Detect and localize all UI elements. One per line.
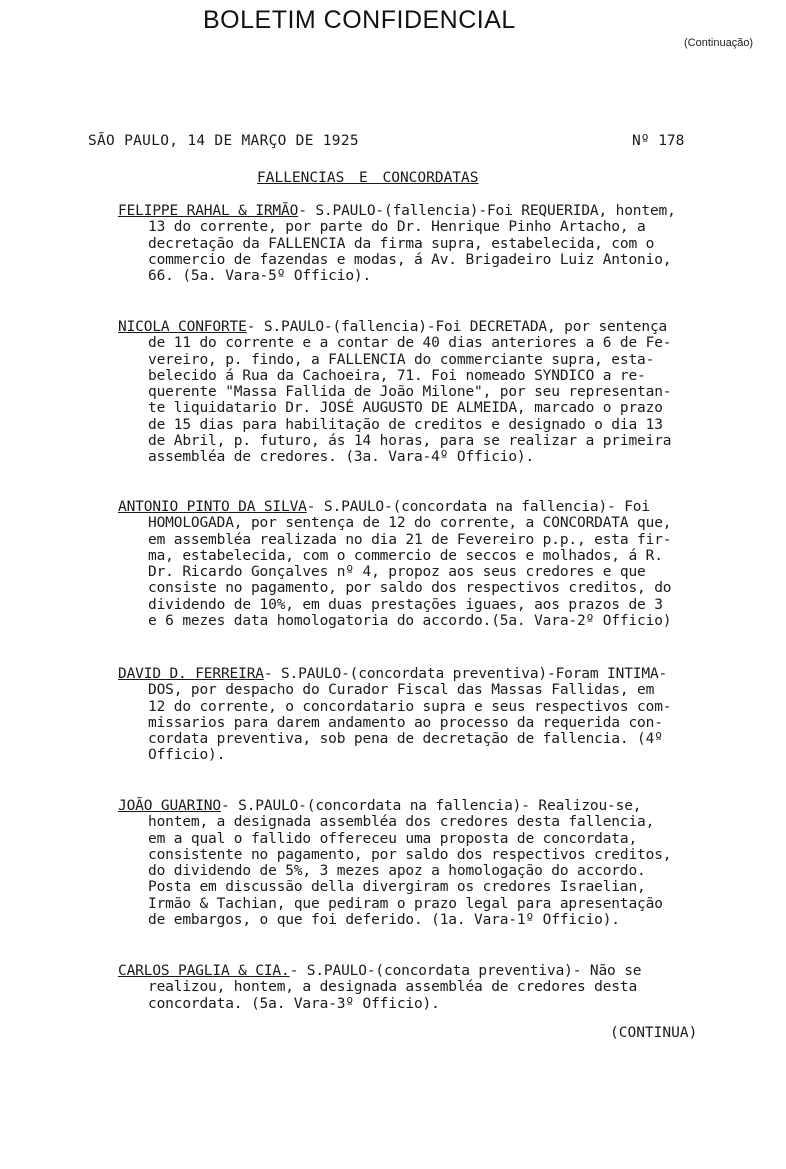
entry-line: belecido á Rua da Cachoeira, 71. Foi nomeado SYNDICO a re- xyxy=(148,367,646,384)
entry-line: Irmão & Tachian, que pediram o prazo legal para apresentação xyxy=(148,895,663,912)
entry-joao-guarino xyxy=(118,798,778,928)
entry-carlos-paglia xyxy=(118,963,778,1012)
entry-line: em assembléa realizada no dia 21 de Fevereiro p.p., esta fir- xyxy=(148,531,672,548)
continuation-note: (Continuação) xyxy=(684,37,754,49)
entry-nicola-conforte xyxy=(118,319,778,466)
entry-name: CARLOS PAGLIA & CIA. xyxy=(118,963,290,979)
entry-line: de 11 do corrente e a contar de 40 dias anteriores a 6 de Fe- xyxy=(148,335,672,352)
entry-first-line: CARLOS PAGLIA & CIA.- S.PAULO-(concordata preventiva)- Não se xyxy=(118,963,642,979)
entry-line: querente "Massa Fallida de João Milone", por seu representan- xyxy=(148,384,672,401)
entry-first-line: JOÃO GUARINO- S.PAULO-(concordata na fallencia)- Realizou-se, xyxy=(118,798,642,814)
entry-line: assembléa de credores. (3a. Vara-4º Officio). xyxy=(148,449,535,466)
entry-line: Dr. Ricardo Gonçalves nº 4, propoz aos seus credores e que xyxy=(148,564,646,581)
entry-line: 12 do corrente, o concordatario supra e seus respectivos com- xyxy=(148,698,672,715)
entry-felippe-rahal xyxy=(118,203,778,284)
entry-name: JOÃO GUARINO xyxy=(118,798,221,814)
entry-name: ANTONIO PINTO DA SILVA xyxy=(118,499,307,515)
entry-line: cordata preventiva, sob pena de decretação de fallencia. (4º xyxy=(148,731,663,748)
entry-name: NICOLA CONFORTE xyxy=(118,319,247,335)
continua-note: (CONTINUA) xyxy=(610,1025,698,1041)
entry-line: concordata. (5a. Vara-3º Officio). xyxy=(148,995,440,1012)
entry-line: realizou, hontem, a designada assembléa de credores desta xyxy=(148,979,638,996)
issue-number: Nº 178 xyxy=(632,133,685,149)
entry-line: dividendo de 10%, em duas prestações iguaes, aos prazos de 3 xyxy=(148,596,663,613)
entry-line: hontem, a designada assembléa dos credores desta fallencia, xyxy=(148,814,655,831)
entry-line: HOMOLOGADA, por sentença de 12 do corrente, a CONCORDATA que, xyxy=(148,515,672,532)
entry-first-line: DAVID D. FERREIRA- S.PAULO-(concordata preventiva)-Foram INTIMA- xyxy=(118,666,668,682)
entry-first-line: FELIPPE RAHAL & IRMÃO- S.PAULO-(fallencia)-Foi REQUERIDA, hontem, xyxy=(118,203,676,219)
entry-line: consiste no pagamento, por saldo dos respectivos creditos, do xyxy=(148,580,672,597)
entry-first-line: NICOLA CONFORTE- S.PAULO-(fallencia)-Foi DECRETADA, por sentença xyxy=(118,319,668,335)
entry-david-ferreira xyxy=(118,666,778,764)
section-title: FALLENCIAS E CONCORDATAS xyxy=(257,170,479,186)
entry-first-line: ANTONIO PINTO DA SILVA- S.PAULO-(concordata na fallencia)- Foi xyxy=(118,499,650,515)
dateline: SÃO PAULO, 14 DE MARÇO DE 1925 xyxy=(88,133,359,149)
entry-line: e 6 mezes data homologatoria do accordo.(5a. Vara-2º Officio) xyxy=(148,613,672,630)
entry-name: FELIPPE RAHAL & IRMÃO xyxy=(118,203,299,219)
entry-line: te liquidatario Dr. JOSÉ AUGUSTO DE ALMEIDA, marcado o prazo xyxy=(148,400,663,417)
entry-name: DAVID D. FERREIRA xyxy=(118,666,264,682)
entry-line: 13 do corrente, por parte do Dr. Henrique Pinho Artacho, a xyxy=(148,219,646,236)
entry-line: decretação da FALLENCIA da firma supra, estabelecida, com o xyxy=(148,235,655,252)
document-title: BOLETIM CONFIDENCIAL xyxy=(203,6,516,34)
entry-line: em a qual o fallido offereceu uma proposta de concordata, xyxy=(148,830,638,847)
entry-line: 66. (5a. Vara-5º Officio). xyxy=(148,268,372,285)
entry-antonio-pinto xyxy=(118,499,778,629)
entry-line: vereiro, p. findo, a FALLENCIA do commerciante supra, esta- xyxy=(148,351,655,368)
entry-line: de 15 dias para habilitação de creditos e designado o dia 13 xyxy=(148,416,663,433)
entry-line: Officio). xyxy=(148,747,226,764)
entry-line: de embargos, o que foi deferido. (1a. Vara-1º Officio). xyxy=(148,912,620,929)
entry-line: ma, estabelecida, com o commercio de seccos e molhados, á R. xyxy=(148,547,663,564)
entry-line: consistente no pagamento, por saldo dos respectivos creditos, xyxy=(148,846,672,863)
entry-line: commercio de fazendas e modas, á Av. Brigadeiro Luiz Antonio, xyxy=(148,251,672,268)
entry-line: do dividendo de 5%, 3 mezes apoz a homologação do accordo. xyxy=(148,863,646,880)
entry-line: missarios para darem andamento ao processo da requerida con- xyxy=(148,714,663,731)
entry-line: DOS, por despacho do Curador Fiscal das Massas Fallidas, em xyxy=(148,682,655,699)
entry-line: Posta em discussão della divergiram os credores Israelian, xyxy=(148,879,646,896)
entry-line: de Abril, p. futuro, ás 14 horas, para se realizar a primeira xyxy=(148,433,672,450)
